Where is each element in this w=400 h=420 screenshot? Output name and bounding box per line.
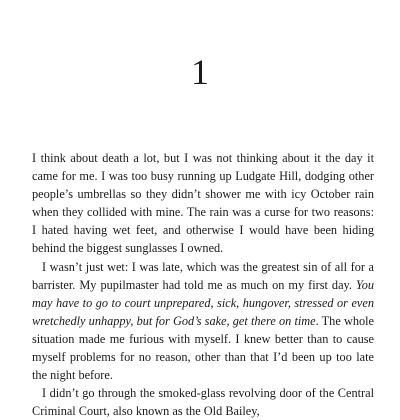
paragraph — [32, 149, 374, 258]
paragraph-text: I think about death a lot, but I was not thinking about it the day it came for me. I was too busy running up Ludgate Hill, dodging other people’s umbrellas so they didn’t shower me with icy October rain when they collided with mine. The rain was a curse for two reasons: I hated having wet feet, and otherwise I would have been hiding behind the biggest sunglasses I owned. — [32, 151, 374, 256]
paragraph-text: . The whole situation made me furious with myself. I knew better than to cause myself problems for no reason, other than that I’d been up too late the night before. — [32, 313, 375, 383]
paragraph — [32, 384, 374, 420]
chapter-number: 1 — [191, 52, 209, 92]
paragraph-text: I didn’t go through the smoked-glass revolving door of the Central Criminal Court, also known as the Old Bailey, — [32, 386, 374, 419]
paragraph — [32, 258, 374, 385]
chapter-body — [32, 149, 374, 420]
paragraph-text: I wasn’t just wet: I was late, which was the greatest sin of all for a barrister. My pupilmaster had told me as much on my first day. — [32, 259, 374, 292]
italic-quote: You may have to go to court unprepared, sick, hungover, stressed or even wretchedly unhappy, but for God’s sake, get there on time — [32, 277, 374, 328]
